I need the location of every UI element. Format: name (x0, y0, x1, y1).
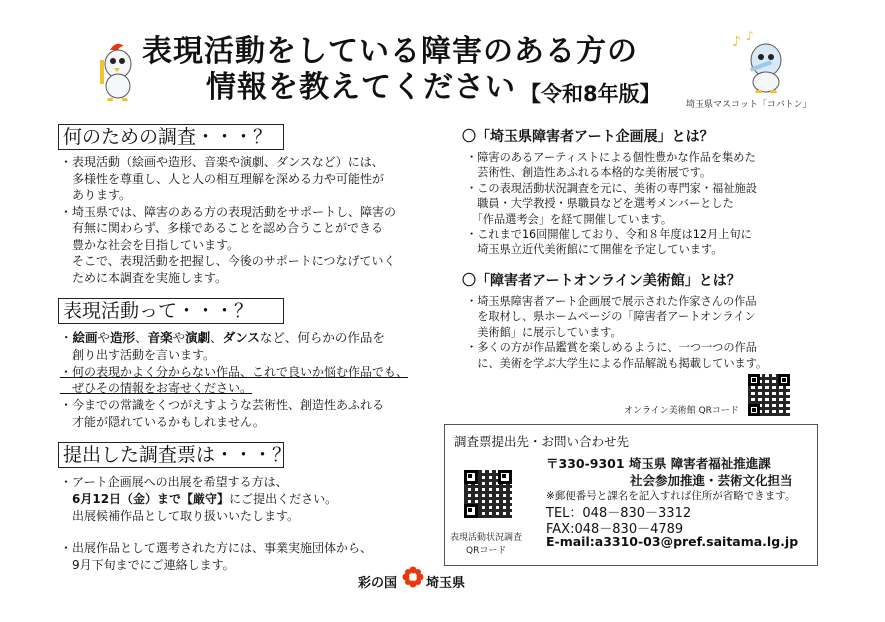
svg-text:♪: ♪ (746, 29, 754, 43)
page-title-line1: 表現活動をしている障害のある方の (142, 34, 638, 69)
mascot-left-image (96, 40, 140, 102)
section-text-online-museum: ・埼玉県障害者アート企画展で展示された作家さんの作品 を取材し、県ホームページの「障害者アートオンライン 美術館」に展示しています。 ・多くの方が作品鑑賞を楽しめるように、一つ一つの作品 に、美術を学ぶ大学生による作品解説も掲載しています。 (466, 295, 768, 370)
mascot-caption: 埼玉県マスコット「コバトン」 (686, 100, 812, 110)
section-text-submission-line2 (60, 491, 337, 508)
section-text-art-exhibition: ・障害のあるアーティストによる個性豊かな作品を集めた 芸術性、創造性あふれる本格的な美術展です。 ・この表現活動状況調査を元に、美術の専門家・福祉施設 職員・大学教授・県職員などを選考メンバーとした 「作品選考会」を経て開催しています。 ・これまで16回開催しており、令和８年度は12月上旬に 埼玉県立近代美術館にて開催を予定しています。 (466, 151, 757, 257)
section-text-activity-line2: 創り出す活動を言います。 (60, 348, 216, 362)
text-fragment: 、 (210, 330, 223, 345)
section-text-submission-line1: ・アート企画展への出展を希望する方は、 (60, 475, 288, 489)
survey-qr-caption-2: QRコード (466, 546, 507, 556)
word-music: 音楽 (147, 330, 173, 345)
survey-qr-caption-1: 表現活動状況調査 (450, 533, 523, 543)
text-fragment: にご提出ください。 (229, 492, 338, 506)
section-text-purpose: ・表現活動（絵画や造形、音楽や演劇、ダンスなど）には、 多様性を尊重し、人と人の相互理解を深める力や可能性が あります。 ・埼玉県では、障害のある方の表現活動をサポートし、障害の 有無に関わらず、多様であることを認め合うことができる 豊かな社会を目指しています。 そこで、表現活動を把握し、今後のサポートにつなげていく ために本調査を実施します。 (60, 155, 397, 285)
word-drama: 演劇 (185, 330, 211, 345)
qr-finder (498, 470, 512, 484)
deadline-date: 6月12日（金）まで【厳守】 (60, 492, 230, 506)
edition-label: 【令和8年版】 (520, 82, 661, 106)
section-text-activity-line4: ぜひその情報をお寄せください。 (60, 381, 253, 395)
text-fragment: 、 (135, 330, 148, 345)
section-heading-purpose: 何のための調査・・・？ (58, 124, 284, 150)
qr-finder (778, 374, 790, 386)
page-title-line2: 情報を教えてください (206, 70, 516, 105)
contact-fax: FAX:048－830－4789 (546, 522, 684, 537)
section-heading-online-museum: 〇「障害者アートオンライン美術館」とは？ (462, 273, 741, 289)
saitama-logo-icon (402, 566, 424, 588)
text-fragment: や (172, 330, 186, 345)
footer-logo-text-b: 埼玉県 (426, 576, 466, 591)
online-qr-caption: オンライン美術館 QRコード (624, 406, 739, 416)
qr-finder (748, 404, 760, 416)
text-fragment: など、何らかの作品を (259, 330, 385, 345)
svg-text:♪: ♪ (732, 34, 741, 50)
mascot-right-image (732, 28, 796, 94)
qr-finder (464, 504, 478, 518)
contact-email-link[interactable]: E-mail:a3310-03@pref.saitama.lg.jp (546, 534, 799, 549)
contact-postal-dept: 〒330-9301 埼玉県 障害者福祉推進課 (546, 456, 771, 471)
section-text-submission-line3: 出展候補作品として取り扱いいたします。 (60, 509, 300, 523)
word-sculpture: 造形 (110, 330, 136, 345)
survey-qr-code[interactable] (464, 470, 512, 518)
section-heading-activity: 表現活動って・・・？ (58, 298, 284, 324)
word-painting: 絵画 (72, 330, 98, 345)
section-text-activity-line1: ・絵画や造形、音楽や演劇、ダンスなど、何らかの作品を (60, 330, 385, 345)
section-text-activity-line5: ・今までの常識をくつがえすような芸術性、創造性あふれる 才能が隠れているかもしれません。 (60, 398, 385, 429)
section-heading-submission: 提出した調査票は・・・？ (58, 442, 284, 468)
footer-logo-text-a: 彩の国 (358, 576, 398, 591)
section-heading-art-exhibition: 〇「埼玉県障害者アート企画展」とは？ (462, 129, 714, 145)
qr-finder (464, 470, 478, 484)
section-text-submission-line4: ・出展作品として選考された方には、事業実施団体から、 9月下旬までにご連絡します。 (60, 541, 373, 572)
section-text-activity-line3: ・何の表現かよく分からない作品、これで良いか悩む作品でも、 (60, 365, 409, 379)
qr-finder (748, 374, 760, 386)
contact-section: 社会参加推進・芸術文化担当 (630, 473, 793, 488)
text-fragment: や (97, 330, 111, 345)
contact-tel: TEL：048－830－3312 (546, 506, 692, 521)
contact-heading: 調査票提出先・お問い合わせ先 (454, 434, 630, 449)
contact-note: ※郵便番号と課名を記入すれば住所が省略できます。 (546, 490, 796, 502)
word-dance: ダンス (222, 330, 260, 345)
online-museum-qr-code[interactable] (748, 374, 790, 416)
